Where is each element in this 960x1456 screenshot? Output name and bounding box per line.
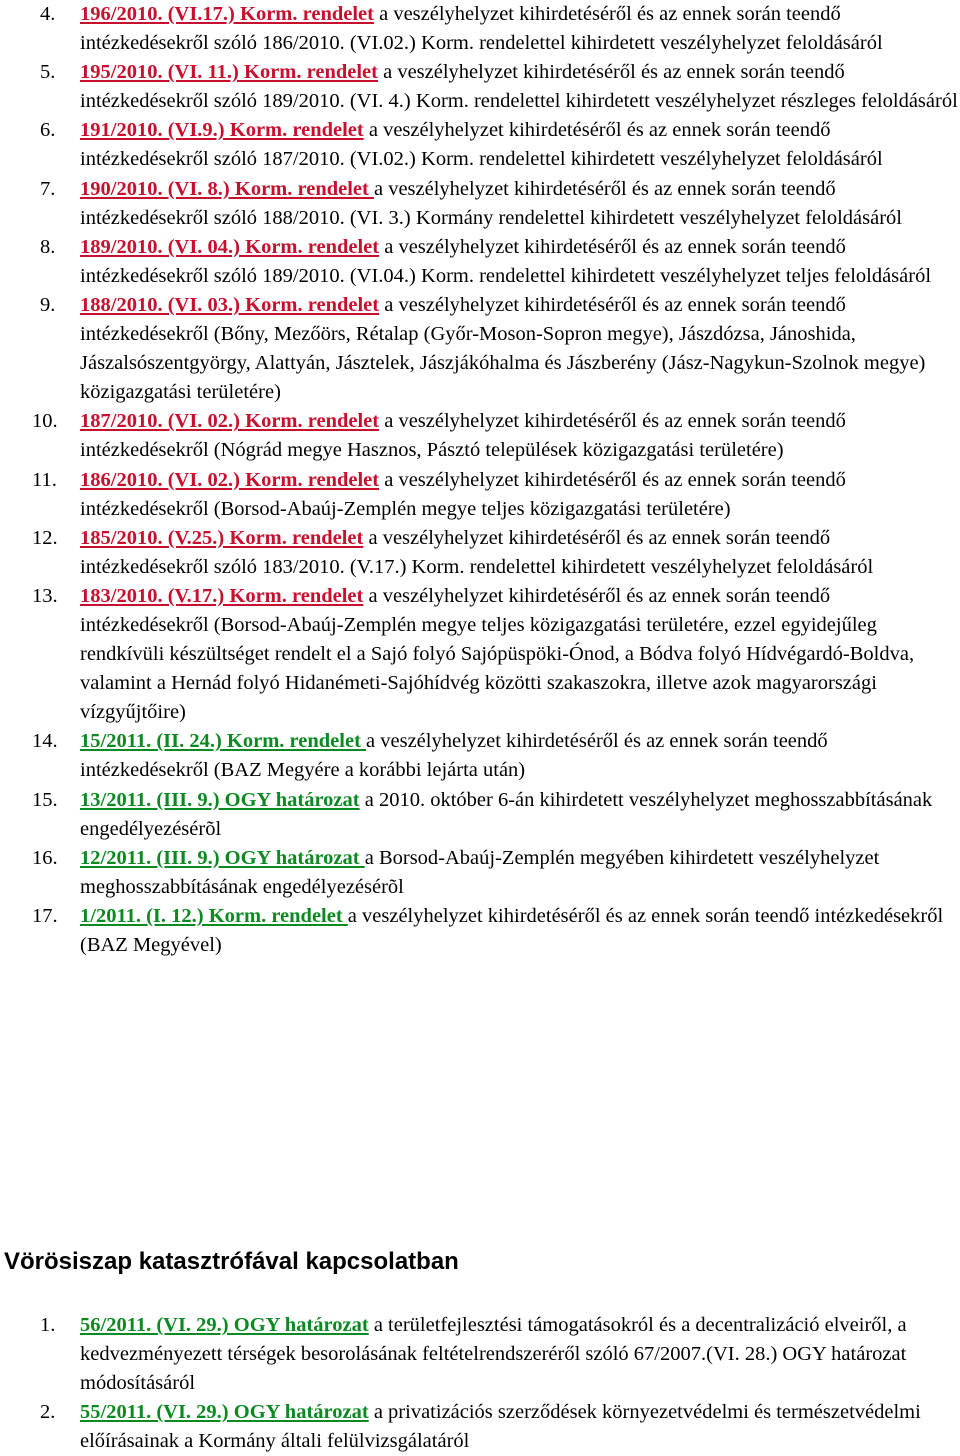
legal-reference-link[interactable]: 188/2010. (VI. 03.) Korm. rendelet (80, 293, 380, 316)
item-number: 12. (32, 526, 58, 549)
item-number: 4. (40, 3, 56, 25)
list-item (0, 466, 960, 524)
list-item (0, 902, 960, 960)
item-number: 15. (32, 788, 58, 811)
item-description: a veszélyhelyzet kihirdetéséről és az ennek során teendő intézkedésekről szóló 186/2010. (VI.02.) Korm. rendelettel kihirdetett veszélyhelyzet feloldásáról (80, 3, 883, 55)
legal-reference-link[interactable]: 13/2011. (III. 9.) OGY határozat (80, 788, 360, 811)
item-number: 5. (40, 61, 56, 84)
legal-reference-link[interactable]: 15/2011. (II. 24.) Korm. rendelet (80, 730, 367, 753)
legal-reference-link[interactable]: 183/2010. (V.17.) Korm. rendelet (80, 584, 364, 607)
item-description: a veszélyhelyzet kihirdetéséről és az ennek során teendő intézkedésekről szóló 187/2010. (VI.02.) Korm. rendelettel kihirdetett veszélyhelyzet feloldásáról (80, 119, 883, 171)
item-description: a veszélyhelyzet kihirdetéséről és az ennek során teendő intézkedésekről szóló 188/2010. (VI. 3.) Kormány rendelettel kihirdetett veszélyhelyzet feloldásáról (80, 177, 902, 229)
item-number: 1. (40, 1314, 56, 1336)
list-item (0, 175, 960, 233)
item-description: a területfejlesztési támogatásokról és a decentralizáció elveiről, a kedvezményezett térségek besorolásának feltételrendszeréről szóló 67/2007.(VI. 28.) OGY határozat módosításáról (80, 1314, 907, 1395)
item-description: a veszélyhelyzet kihirdetéséről és az ennek során teendő intézkedésekről (Nógrád megye Hasznos, Pásztó települések közigazgatási területére) (80, 410, 846, 462)
item-description: a 2010. október 6-án kihirdetett veszélyhelyzet meghosszabbításának engedélyezésérõl (80, 788, 933, 840)
item-number: 16. (32, 846, 58, 869)
item-description: a veszélyhelyzet kihirdetéséről és az ennek során teendő intézkedésekről (Bőny, Mezőörs, Rétalap (Győr-Moson-Sopron megye), Jászdózsa, Jánoshida, Jászalsószentgyörgy, Alattyán, Jásztelek, Jászjákóhalma és Jászberény (Jász-Nagykun-Szolnok megye) közigazgatási területére) (80, 293, 926, 404)
legal-reference-link[interactable]: 187/2010. (VI. 02.) Korm. rendelet (80, 410, 380, 433)
legal-reference-link[interactable]: 189/2010. (VI. 04.) Korm. rendelet (80, 235, 380, 258)
list-item (0, 233, 960, 291)
item-description: a veszélyhelyzet kihirdetéséről és az ennek során teendő intézkedésekről (BAZ Megyére a korábbi lejárta után) (80, 730, 828, 782)
item-description: a veszélyhelyzet kihirdetéséről és az ennek során teendő intézkedésekről szóló 189/2010. (VI.04.) Korm. rendelettel kihirdetett veszélyhelyzet teljes feloldásáról (80, 235, 932, 287)
item-description: a veszélyhelyzet kihirdetéséről és az ennek során teendő intézkedésekről (Borsod-Abaúj-Zemplén megye teljes közigazgatási területére) (80, 468, 846, 520)
list-item (0, 407, 960, 465)
list-item (0, 58, 960, 116)
list-item (0, 727, 960, 785)
legal-reference-link[interactable]: 196/2010. (VI.17.) Korm. rendelet (80, 3, 374, 25)
item-number: 11. (32, 468, 57, 491)
item-description: a veszélyhelyzet kihirdetéséről és az ennek során teendő intézkedésekről szóló 183/2010. (V.17.) Korm. rendelettel kihirdetett veszélyhelyzet feloldásáról (80, 526, 874, 578)
legal-reference-link[interactable]: 56/2011. (VI. 29.) OGY határozat (80, 1314, 369, 1336)
item-number: 7. (40, 177, 56, 200)
item-description: a veszélyhelyzet kihirdetéséről és az ennek során teendő intézkedésekről (BAZ Megyével) (80, 904, 944, 956)
legal-reference-link[interactable]: 55/2011. (VI. 29.) OGY határozat (80, 1401, 369, 1424)
legal-reference-link[interactable]: 12/2011. (III. 9.) OGY határozat (80, 846, 365, 869)
list-item (0, 291, 960, 407)
item-number: 2. (40, 1401, 56, 1424)
resolution-list (0, 1311, 960, 1456)
item-description: a Borsod-Abaúj-Zemplén megyében kihirdetett veszélyhelyzet meghosszabbításának engedélyezésérõl (80, 846, 880, 898)
item-description: a veszélyhelyzet kihirdetéséről és az ennek során teendő intézkedésekről szóló 189/2010. (VI. 4.) Korm. rendelettel kihirdetett veszélyhelyzet részleges feloldásáról (80, 61, 958, 113)
list-item (0, 786, 960, 844)
list-item (0, 1311, 960, 1398)
legal-reference-link[interactable]: 195/2010. (VI. 11.) Korm. rendelet (80, 61, 378, 84)
item-number: 9. (40, 293, 56, 316)
legal-reference-link[interactable]: 190/2010. (VI. 8.) Korm. rendelet (80, 177, 374, 200)
list-item (0, 116, 960, 174)
item-number: 8. (40, 235, 56, 258)
item-number: 13. (32, 584, 58, 607)
item-number: 17. (32, 904, 58, 927)
legal-reference-link[interactable]: 186/2010. (VI. 02.) Korm. rendelet (80, 468, 380, 491)
item-number: 14. (32, 730, 58, 753)
section-heading: Vörösiszap katasztrófával kapcsolatban (4, 1248, 459, 1275)
list-item (0, 844, 960, 902)
legal-reference-link[interactable]: 191/2010. (VI.9.) Korm. rendelet (80, 119, 364, 142)
list-item (0, 0, 960, 58)
legal-reference-link[interactable]: 1/2011. (I. 12.) Korm. rendelet (80, 904, 348, 927)
item-description: a privatizációs szerződések környezetvédelmi és természetvédelmi előírásainak a Kormány általi felülvizsgálatáról (80, 1401, 921, 1453)
list-item (0, 1398, 960, 1456)
item-description: a veszélyhelyzet kihirdetéséről és az ennek során teendő intézkedésekről (Borsod-Abaúj-Zemplén megye teljes közigazgatási területére, ezzel egyidejűleg rendkívüli készültséget rendelt el a Sajó folyó Sajópüspöki-Ónod, a Bódva folyó Hídvégardó-Boldva, valamint a Hernád folyó Hidanémeti-Sajóhídvég közötti szakaszokra, illetve azok magyarországi vízgyűjtőire) (80, 584, 915, 724)
item-number: 6. (40, 119, 56, 142)
list-item (0, 524, 960, 582)
list-item (0, 582, 960, 727)
legal-reference-link[interactable]: 185/2010. (V.25.) Korm. rendelet (80, 526, 364, 549)
item-number: 10. (32, 410, 58, 433)
